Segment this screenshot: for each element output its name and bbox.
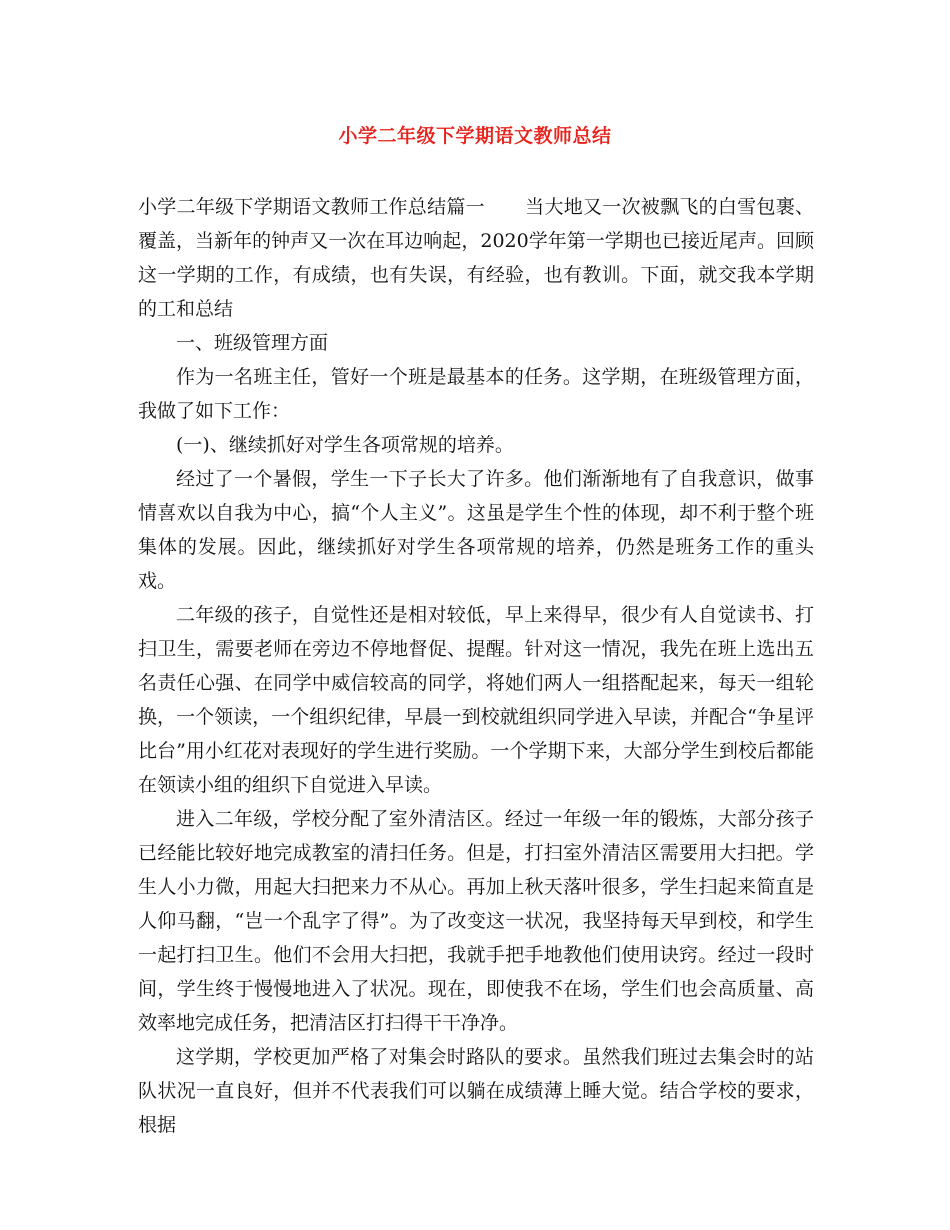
body-paragraph: 进入二年级，学校分配了室外清洁区。经过一年级一年的锻炼，大部分孩子已经能比较好地完成教室的清扫任务。但是，打扫室外清洁区需要用大扫把。学生人小力微，用起大扫把来力不从心。再加上秋天落叶很多，学生扫起来简直是人仰马翻，“岂一个乱字了得”。为了改变这一状况，我坚持每天早到校，和学生一起打扫卫生。他们不会用大扫把，我就手把手地教他们使用诀窍。经过一段时间，学生终于慢慢地进入了状况。现在，即使我不在场，学生们也会高质量、高效率地完成任务，把清洁区打扫得干干净净。 [138,808,814,1034]
body-paragraph: 二年级的孩子，自觉性还是相对较低，早上来得早，很少有人自觉读书、打扫卫生，需要老师在旁边不停地督促、提醒。针对这一情况，我先在班上选出五名责任心强、在同学中威信较高的同学，将她们两人一组搭配起来，每天一组轮换，一个领读，一个组织纪律，早晨一到校就组织同学进入早读，并配合“争星评比台”用小红花对表现好的学生进行奖励。一个学期下来，大部分学生到校后都能在领读小组的组织下自觉进入早读。 [138,604,814,796]
document-body [138,190,814,1142]
body-paragraph: 经过了一个暑假，学生一下子长大了许多。他们渐渐地有了自我意识，做事情喜欢以自我为中心，搞“个人主义”。这虽是学生个性的体现，却不利于整个班集体的发展。因此，继续抓好对学生各项常规的培养，仍然是班务工作的重头戏。 [138,468,814,592]
intro-text: 当大地又一次被飘飞的白雪包裹、覆盖，当新年的钟声又一次在耳边响起，2020学年第一学期也已接近尾声。回顾这一学期的工作，有成绩，也有失误，有经验，也有教训。下面，就交我本学期的工和总结 [138,196,814,320]
subsection-heading: (一)、继续抓好对学生各项常规的培养。 [176,434,514,456]
intro-paragraph [138,190,814,326]
document-title: 小学二年级下学期语文教师总结 [338,125,612,147]
intro-heading: 小学二年级下学期语文教师工作总结篇一 [138,196,485,218]
body-paragraph: 这学期，学校更加严格了对集会时路队的要求。虽然我们班过去集会时的站队状况一直良好，但并不代表我们可以躺在成绩薄上睡大觉。结合学校的要求，根据 [138,1046,814,1136]
section-heading: 一、班级管理方面 [176,332,329,354]
body-paragraph: 作为一名班主任，管好一个班是最基本的任务。这学期，在班级管理方面，我做了如下工作： [138,366,814,422]
